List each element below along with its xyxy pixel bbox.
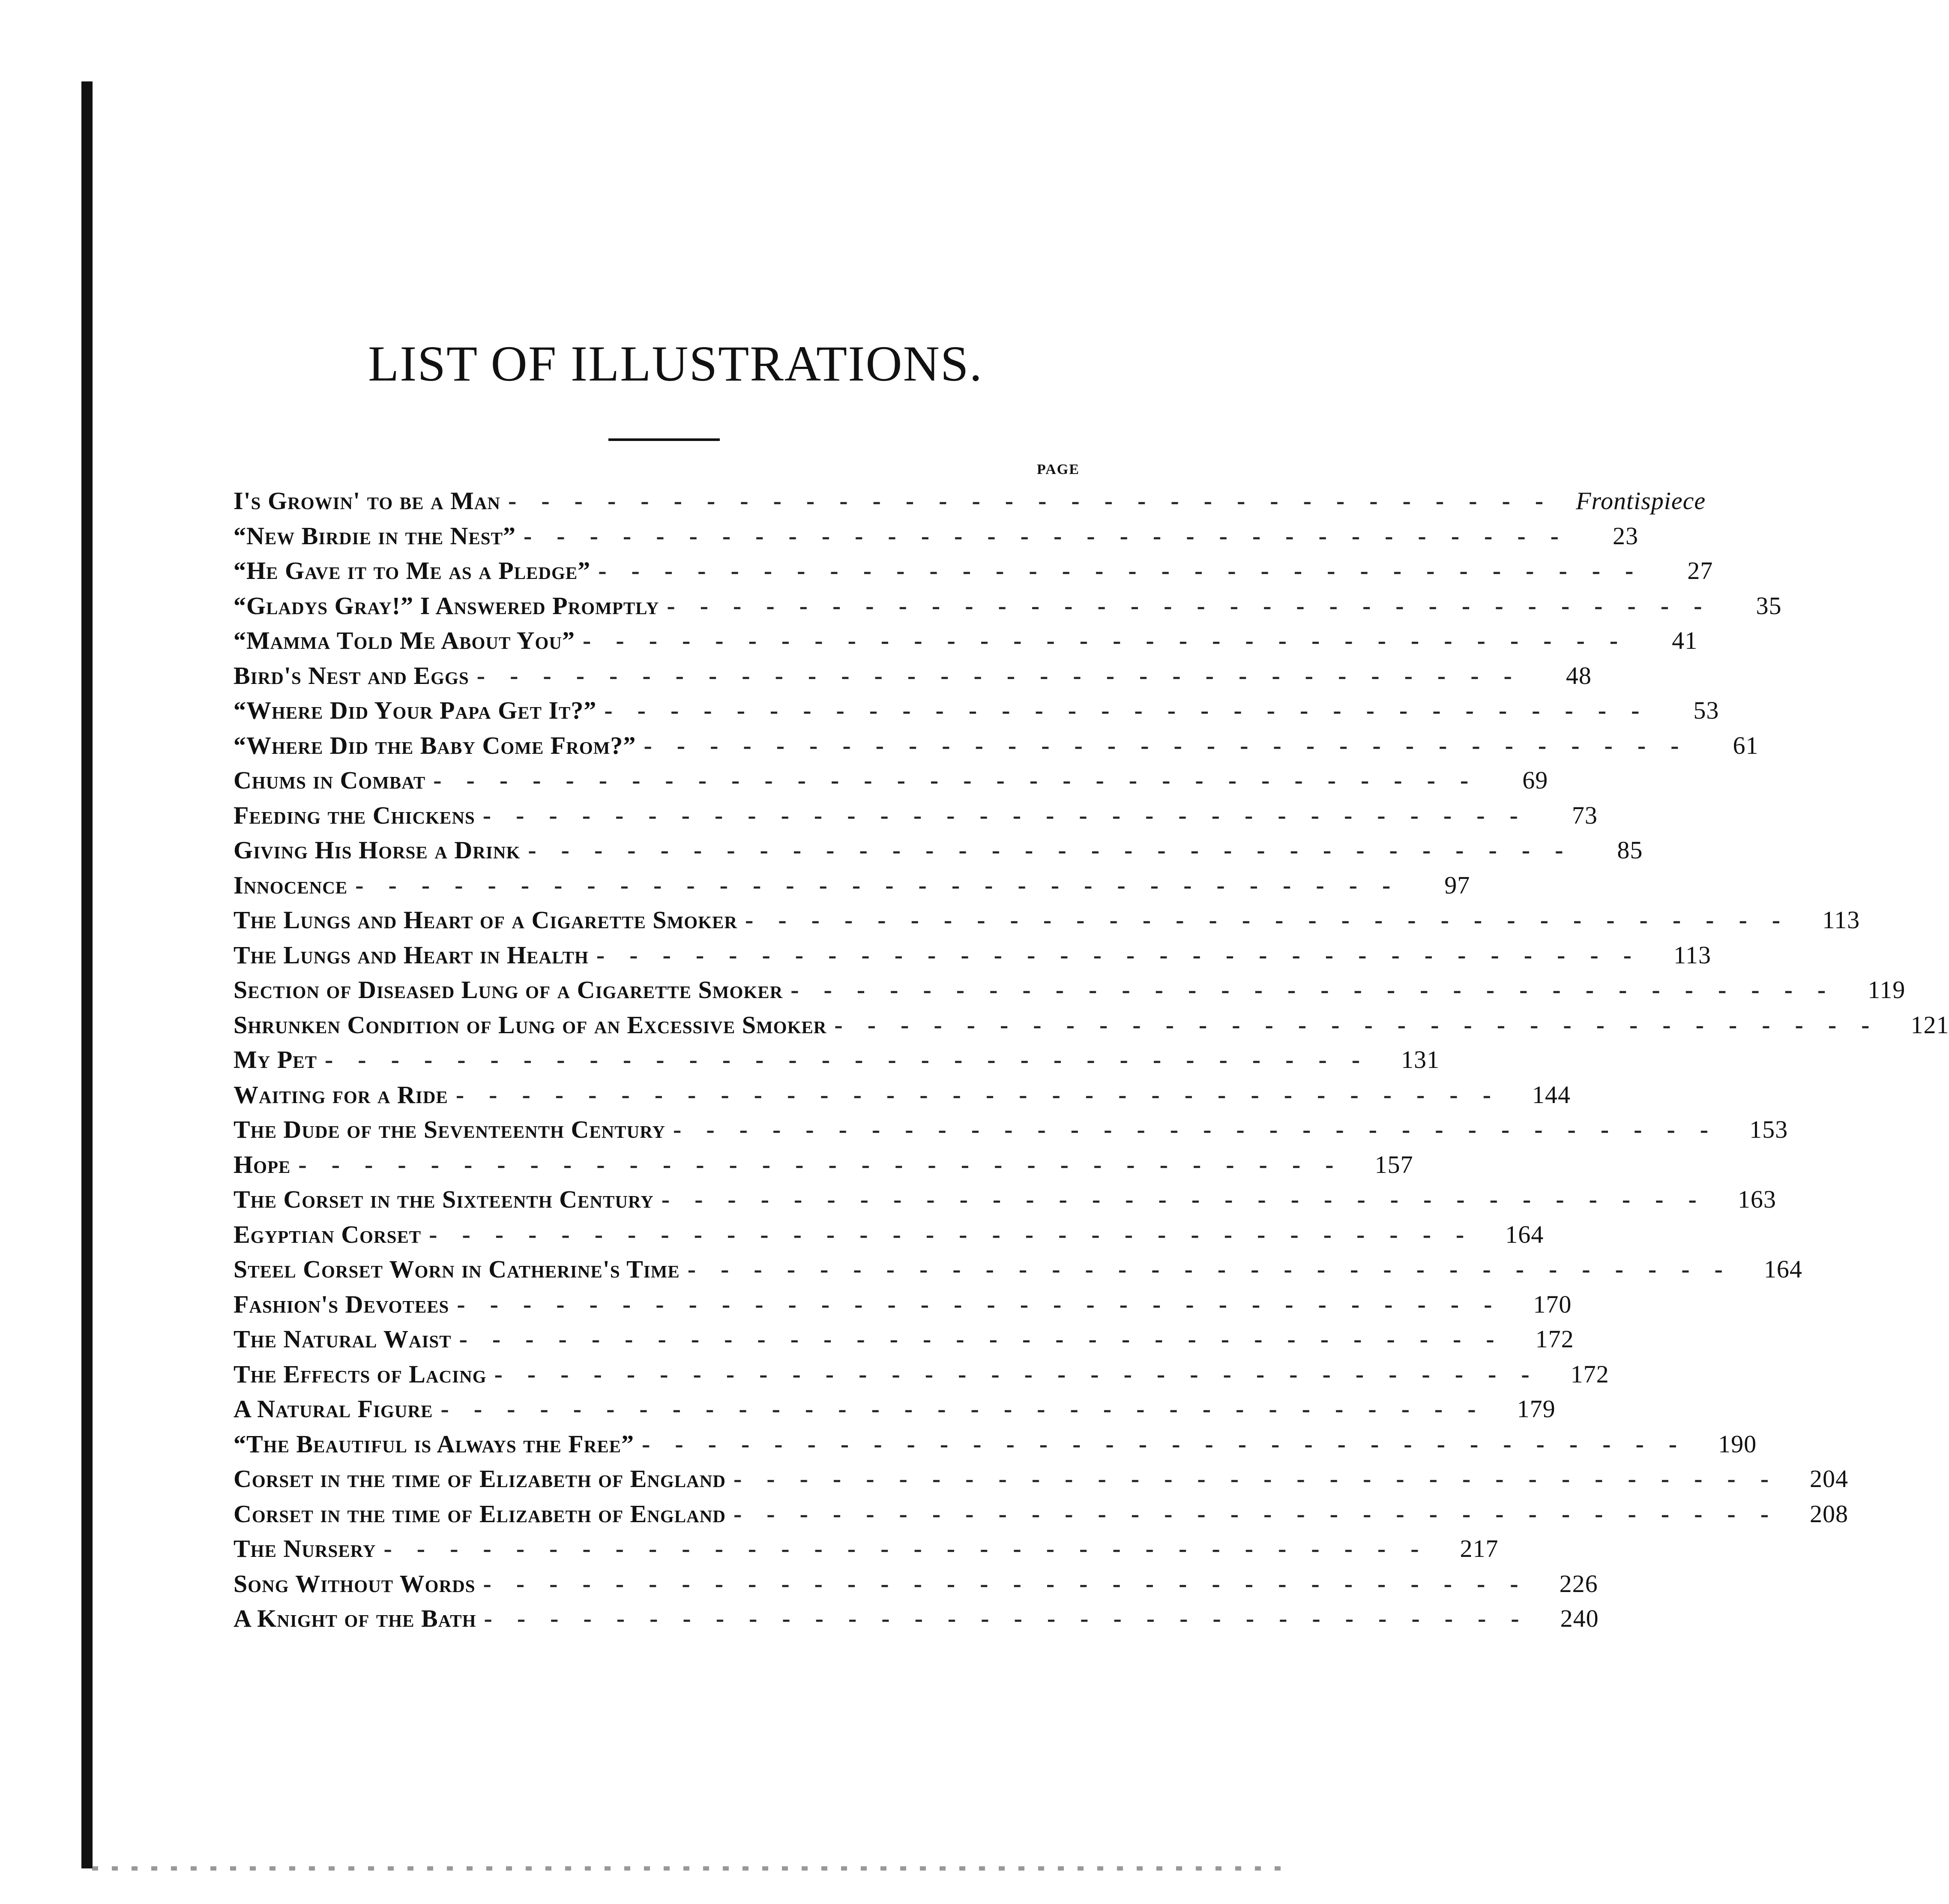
dot-leader: -------------------------------- xyxy=(667,591,1727,620)
illustration-title: My Pet xyxy=(234,1046,317,1073)
illustration-title: The Nursery xyxy=(234,1535,376,1562)
dot-leader: -------------------------------- xyxy=(583,627,1643,654)
list-item xyxy=(234,696,1719,731)
illustration-title: Bird's Nest and Eggs xyxy=(234,661,469,690)
dot-leader: -------------------------------- xyxy=(455,1080,1516,1109)
dot-leader: -------------------------------- xyxy=(433,766,1494,794)
list-item xyxy=(234,731,1759,766)
page-number: 85 xyxy=(1617,836,1643,864)
list-item xyxy=(234,906,1860,941)
illustration-title: Waiting for a Ride xyxy=(234,1080,448,1109)
dot-leader: -------------------------------- xyxy=(598,557,1659,585)
page-title: LIST OF ILLUSTRATIONS. xyxy=(368,336,983,392)
page-number: 121 xyxy=(1910,1010,1949,1039)
page-number: 190 xyxy=(1718,1430,1757,1458)
illustration-title: “The Beautiful is Always the Free” xyxy=(234,1430,635,1458)
illustration-title: The Lungs and Heart in Health xyxy=(234,941,589,969)
illustration-title: I's Growin' to be a Man xyxy=(234,487,501,515)
list-item xyxy=(234,1360,1609,1395)
page-number: 144 xyxy=(1532,1080,1571,1109)
title-divider xyxy=(608,438,720,441)
illustration-title: “Where Did the Baby Come From?” xyxy=(234,731,636,759)
dot-leader: -------------------------------- xyxy=(745,906,1805,934)
list-item xyxy=(234,1499,1849,1535)
page-number: 48 xyxy=(1566,661,1592,690)
page-number: 204 xyxy=(1810,1465,1849,1493)
dot-leader: -------------------------------- xyxy=(484,1604,1544,1632)
dot-leader: -------------------------------- xyxy=(429,1220,1489,1248)
dot-leader: -------------------------------- xyxy=(673,1115,1733,1143)
page-number: 208 xyxy=(1810,1499,1849,1528)
illustration-title: A Knight of the Bath xyxy=(234,1604,476,1632)
illustration-title: Fashion's Devotees xyxy=(234,1290,449,1318)
dot-leader: -------------------------------- xyxy=(642,1430,1702,1458)
illustration-title: A Natural Figure xyxy=(234,1395,433,1423)
list-item xyxy=(234,836,1643,871)
list-item xyxy=(234,1185,1776,1220)
page-number: 41 xyxy=(1672,627,1698,654)
dot-leader: -------------------------------- xyxy=(483,1569,1543,1598)
illustration-title: Innocence xyxy=(234,871,348,899)
list-item xyxy=(234,1534,1499,1569)
list-item xyxy=(234,556,1713,591)
dot-leader: -------------------------------- xyxy=(687,1255,1748,1283)
dot-leader: -------------------------------- xyxy=(383,1535,1444,1562)
dot-leader: -------------------------------- xyxy=(661,1185,1721,1213)
dot-leader: -------------------------------- xyxy=(596,941,1656,969)
page-number: 35 xyxy=(1756,591,1782,620)
illustration-title: Steel Corset Worn in Catherine's Time xyxy=(234,1255,680,1283)
list-item xyxy=(234,941,1711,976)
page-number: 172 xyxy=(1535,1325,1574,1353)
illustration-title: The Effects of Lacing xyxy=(234,1360,487,1388)
list-item xyxy=(234,1569,1598,1604)
page-number: 27 xyxy=(1687,557,1713,585)
illustration-title: “Mamma Told Me About You” xyxy=(234,627,575,654)
dot-leader: -------------------------------- xyxy=(790,976,1851,1004)
dot-leader: -------------------------------- xyxy=(508,487,1569,515)
list-item xyxy=(234,486,1706,522)
list-item xyxy=(234,591,1782,627)
illustration-title: “Where Did Your Papa Get It?” xyxy=(234,696,597,724)
dot-leader: -------------------------------- xyxy=(494,1360,1554,1388)
dot-leader: -------------------------------- xyxy=(523,522,1584,550)
list-item xyxy=(234,1255,1802,1290)
page-number: 73 xyxy=(1572,801,1598,829)
illustration-title: “He Gave it to Me as a Pledge” xyxy=(234,557,591,585)
scan-artifact xyxy=(92,1866,1292,1871)
list-item xyxy=(234,1150,1413,1185)
illustration-title: Section of Diseased Lung of a Cigarette Smoker xyxy=(234,976,783,1004)
dot-leader: -------------------------------- xyxy=(482,801,1543,829)
page-column-header: PAGE xyxy=(1037,462,1080,477)
illustration-title: Corset in the time of Elizabeth of England xyxy=(234,1499,726,1528)
page-number: 157 xyxy=(1374,1150,1413,1178)
illustration-title: Feeding the Chickens xyxy=(234,801,475,829)
dot-leader: -------------------------------- xyxy=(834,1010,1895,1039)
page-number: 226 xyxy=(1559,1569,1598,1598)
list-item xyxy=(234,801,1598,836)
dot-leader: -------------------------------- xyxy=(733,1465,1794,1493)
list-item xyxy=(234,1325,1574,1360)
dot-leader: -------------------------------- xyxy=(476,661,1537,690)
page-number: 170 xyxy=(1533,1290,1572,1318)
illustration-title: “Gladys Gray!” I Answered Promptly xyxy=(234,591,659,620)
page-number: 179 xyxy=(1517,1395,1556,1423)
page-number: 164 xyxy=(1763,1255,1802,1283)
page-number: 119 xyxy=(1868,976,1906,1004)
illustrations-list xyxy=(234,486,1949,1639)
dot-leader: -------------------------------- xyxy=(644,731,1704,759)
illustration-title: Egyptian Corset xyxy=(234,1220,422,1248)
dot-leader: -------------------------------- xyxy=(324,1046,1385,1073)
illustration-title: The Dude of the Seventeenth Century xyxy=(234,1115,666,1143)
list-item xyxy=(234,661,1592,696)
list-item xyxy=(234,1430,1757,1465)
page-number: 153 xyxy=(1749,1115,1788,1143)
list-item xyxy=(234,522,1638,557)
page-number: 69 xyxy=(1522,766,1548,794)
page-number: 164 xyxy=(1505,1220,1544,1248)
dot-leader: -------------------------------- xyxy=(459,1325,1519,1353)
list-item xyxy=(234,1045,1440,1080)
list-item xyxy=(234,1464,1849,1499)
dot-leader: -------------------------------- xyxy=(528,836,1588,864)
page-number: 163 xyxy=(1737,1185,1776,1213)
page-number: 240 xyxy=(1560,1604,1599,1632)
page-number: 97 xyxy=(1444,871,1470,899)
page-number: 172 xyxy=(1570,1360,1609,1388)
list-item xyxy=(234,1220,1544,1255)
illustration-title: Giving His Horse a Drink xyxy=(234,836,521,864)
illustration-title: “New Birdie in the Nest” xyxy=(234,522,516,550)
list-item xyxy=(234,975,1906,1010)
list-item xyxy=(234,1010,1949,1046)
page-number: 113 xyxy=(1674,941,1711,969)
list-item xyxy=(234,1394,1556,1430)
page-number: 113 xyxy=(1822,906,1860,934)
illustration-title: The Natural Waist xyxy=(234,1325,452,1353)
illustration-title: Chums in Combat xyxy=(234,766,426,794)
dot-leader: -------------------------------- xyxy=(298,1150,1359,1178)
dot-leader: -------------------------------- xyxy=(733,1499,1794,1528)
illustration-title: Hope xyxy=(234,1150,291,1178)
list-item xyxy=(234,871,1470,906)
list-item xyxy=(234,1080,1571,1115)
dot-leader: -------------------------------- xyxy=(440,1395,1501,1423)
page-number: 23 xyxy=(1613,522,1638,550)
list-item xyxy=(234,1290,1572,1325)
dot-leader: -------------------------------- xyxy=(355,871,1416,899)
page-number: 131 xyxy=(1401,1046,1440,1073)
page-number: 217 xyxy=(1460,1535,1499,1562)
illustration-title: Shrunken Condition of Lung of an Excessive Smoker xyxy=(234,1010,827,1039)
illustration-title: The Corset in the Sixteenth Century xyxy=(234,1185,654,1213)
illustration-title: Song Without Words xyxy=(234,1569,476,1598)
illustration-title: The Lungs and Heart of a Cigarette Smoker xyxy=(234,906,738,934)
illustration-title: Corset in the time of Elizabeth of England xyxy=(234,1465,726,1493)
page-number: 61 xyxy=(1733,731,1759,759)
list-item xyxy=(234,626,1698,661)
list-item xyxy=(234,1115,1788,1150)
dot-leader: -------------------------------- xyxy=(457,1290,1517,1318)
page-number: Frontispiece xyxy=(1576,487,1706,515)
list-item xyxy=(234,1604,1599,1639)
dot-leader: -------------------------------- xyxy=(604,696,1665,724)
list-item xyxy=(234,766,1548,801)
page-number: 53 xyxy=(1693,696,1719,724)
